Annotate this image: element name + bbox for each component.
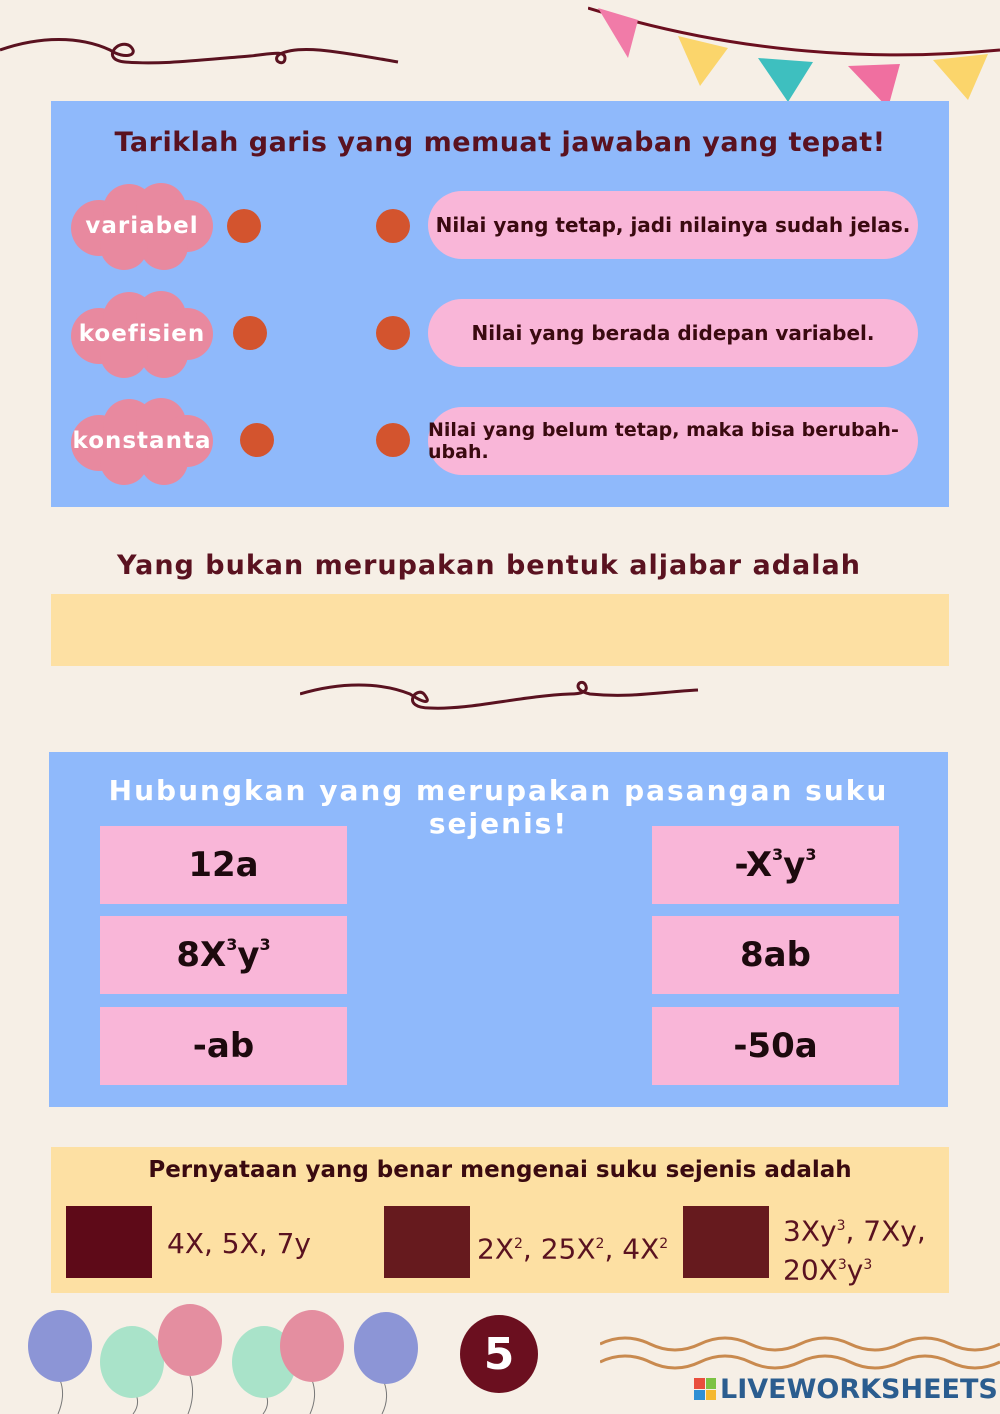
- liveworksheets-brand: [694, 1372, 998, 1406]
- term-card-left-3[interactable]: [100, 1007, 347, 1085]
- match-dot-left-2[interactable]: [233, 316, 267, 350]
- option-label-1: 4X, 5X, 7y: [167, 1227, 311, 1260]
- option-checkbox-1[interactable]: [66, 1206, 152, 1278]
- card-text: -50a: [733, 1026, 818, 1066]
- term-cloud-koefisien: [69, 288, 215, 380]
- option-label-2: $2X^2$, $25X^2$, $4X^2$: [477, 1232, 669, 1266]
- matching-panel-like-terms: [49, 752, 948, 1107]
- section4-title: Pernyataan yang benar mengenai suku sejenis adalah: [148, 1157, 852, 1183]
- brand-text: LIVEWORKSHEETS: [720, 1373, 998, 1405]
- term-card-left-2[interactable]: [100, 916, 347, 994]
- match-dot-right-1[interactable]: [376, 209, 410, 243]
- squiggle-decoration-top: [0, 20, 400, 75]
- term-label: konstanta: [72, 428, 212, 454]
- option-checkbox-2[interactable]: [384, 1206, 470, 1278]
- card-text: -ab: [192, 1026, 255, 1066]
- bunting-decoration: [588, 0, 1000, 110]
- squiggle-decoration-middle: [300, 668, 700, 718]
- section3-title: Hubungkan yang merupakan pasangan suku sejenis!: [108, 774, 889, 840]
- term-cloud-variabel: [69, 180, 215, 272]
- term-card-right-1[interactable]: [652, 826, 899, 904]
- section2-title: Yang bukan merupakan bentuk aljabar adalah: [117, 550, 861, 581]
- match-dot-right-2[interactable]: [376, 316, 410, 350]
- match-dot-left-1[interactable]: [227, 209, 261, 243]
- term-label: koefisien: [78, 321, 206, 347]
- answer-input-non-algebra[interactable]: [51, 594, 949, 666]
- section1-title: Tariklah garis yang memuat jawaban yang tepat!: [114, 127, 886, 158]
- option-label-3: 3Xy$^3$, 7Xy, $20X^3y^3$: [783, 1214, 926, 1287]
- term-cloud-konstanta: [69, 395, 215, 487]
- balloons-decoration: [20, 1300, 440, 1414]
- term-label: variabel: [85, 213, 199, 239]
- card-text: 12a: [188, 845, 259, 885]
- card-text: $-X^3y^3$: [734, 844, 817, 885]
- definition-pill-3: Nilai yang belum tetap, maka bisa berubah-ubah.: [428, 407, 918, 475]
- card-text: 8ab: [740, 935, 811, 975]
- definition-pill-2: Nilai yang berada didepan variabel.: [428, 299, 918, 367]
- page-number: 5: [460, 1315, 538, 1393]
- term-card-right-2[interactable]: [652, 916, 899, 994]
- definition-pill-1: Nilai yang tetap, jadi nilainya sudah jelas.: [428, 191, 918, 259]
- term-card-right-3[interactable]: [652, 1007, 899, 1085]
- match-dot-left-3[interactable]: [240, 423, 274, 457]
- liveworksheets-logo-icon: [694, 1378, 716, 1400]
- match-dot-right-3[interactable]: [376, 423, 410, 457]
- matching-panel-definitions: [51, 101, 949, 507]
- term-card-left-1[interactable]: [100, 826, 347, 904]
- multiple-choice-panel: [51, 1147, 949, 1293]
- card-text: $8X^3y^3$: [176, 934, 271, 975]
- option-checkbox-3[interactable]: [683, 1206, 769, 1278]
